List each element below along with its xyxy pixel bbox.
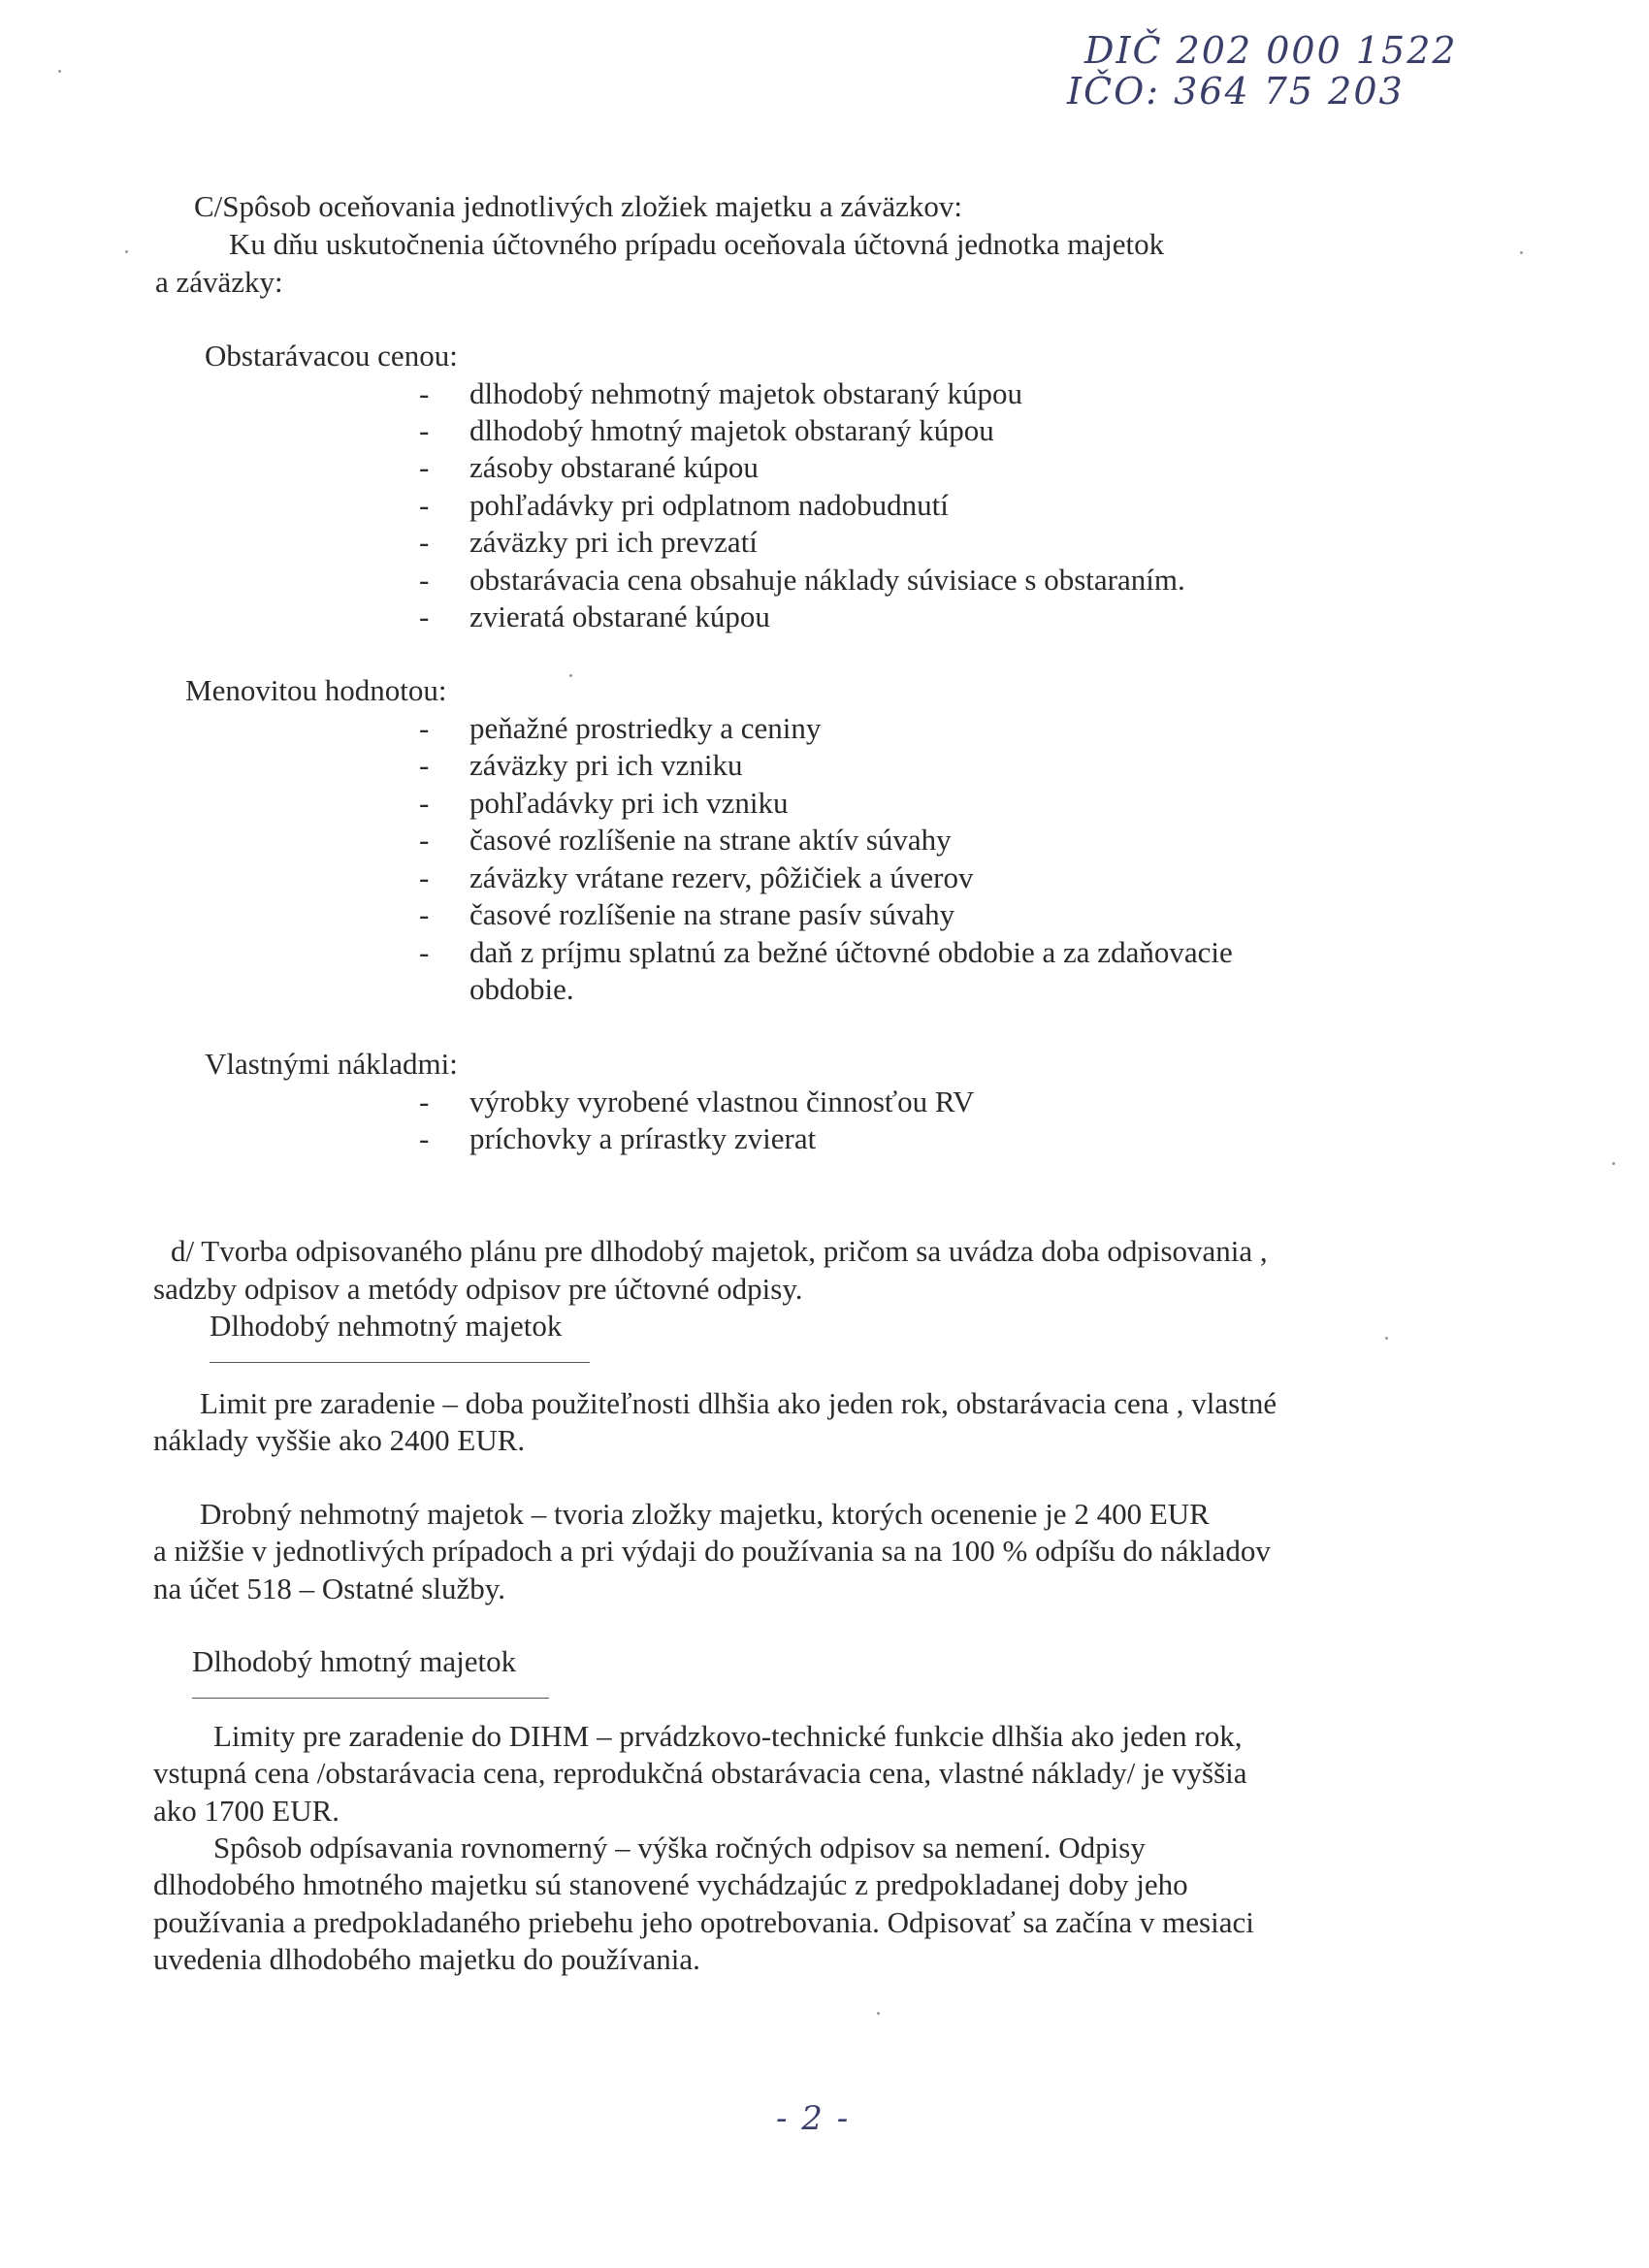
list-item: zvieratá obstarané kúpou [469, 599, 770, 633]
list-item-continuation: obdobie. [469, 972, 574, 1006]
scan-speck [58, 70, 61, 73]
list-bullet: - [419, 450, 430, 484]
drobny-line3: na účet 518 – Ostatné služby. [153, 1571, 506, 1605]
scan-speck [1520, 251, 1523, 254]
page-number: - 2 - [776, 2099, 851, 2138]
nehmotny-title: Dlhodobý nehmotný majetok [210, 1309, 563, 1343]
list-item: pohľadávky pri odplatnom nadobudnutí [469, 488, 949, 522]
handwritten-ico: IČO: 364 75 203 [1067, 70, 1405, 113]
list-item: obstarávacia cena obsahuje náklady súvisiace s obstaraním. [469, 563, 1185, 597]
list-item: zásoby obstarané kúpou [469, 450, 759, 484]
hmotny-limit-line1: Limity pre zaradenie do DIHM – prvádzkovo-technické funkcie dlhšia ako jeden rok, [213, 1719, 1243, 1753]
list-bullet: - [419, 488, 430, 522]
list-item: záväzky vrátane rezerv, pôžičiek a úverov [469, 860, 974, 894]
section-c-heading: C/Spôsob oceňovania jednotlivých zložiek majetku a záväzkov: [194, 189, 962, 223]
list-bullet: - [419, 413, 430, 447]
list-bullet: - [419, 748, 430, 782]
list-bullet: - [419, 1121, 430, 1155]
list-bullet: - [419, 1085, 430, 1118]
menovitou-label: Menovitou hodnotou: [185, 673, 447, 707]
obstaravacou-label: Obstarávacou cenou: [205, 339, 458, 373]
list-item: výrobky vyrobené vlastnou činnosťou RV [469, 1085, 975, 1118]
list-item: príchovky a prírastky zvierat [469, 1121, 817, 1155]
scan-speck [1385, 1337, 1388, 1340]
vlastnymi-label: Vlastnými nákladmi: [205, 1047, 458, 1081]
list-item: peňažné prostriedky a ceniny [469, 711, 822, 745]
list-item: dlhodobý nehmotný majetok obstaraný kúpou [469, 376, 1022, 410]
list-bullet: - [419, 563, 430, 597]
sposob-line1: Spôsob odpísavania rovnomerný – výška ročných odpisov sa nemení. Odpisy [213, 1831, 1146, 1864]
section-d-heading-line2: sadzby odpisov a metódy odpisov pre účtovné odpisy. [153, 1272, 803, 1306]
list-bullet: - [419, 786, 430, 820]
nehmotny-limit-line1: Limit pre zaradenie – doba použiteľnosti dlhšia ako jeden rok, obstarávacia cena , vlastné [200, 1386, 1277, 1420]
list-bullet: - [419, 897, 430, 931]
list-bullet: - [419, 860, 430, 894]
section-c-intro-line1: Ku dňu uskutočnenia účtovného prípadu oceňovala účtovná jednotka majetok [229, 227, 1165, 261]
nehmotny-limit-line2: náklady vyššie ako 2400 EUR. [153, 1423, 526, 1457]
scan-speck [877, 2012, 880, 2015]
scan-speck [569, 674, 572, 677]
sposob-line4: uvedenia dlhodobého majetku do používania. [153, 1942, 700, 1976]
list-bullet: - [419, 599, 430, 633]
list-bullet: - [419, 711, 430, 745]
list-item: časové rozlíšenie na strane aktív súvahy [469, 823, 952, 857]
hmotny-limit-line3: ako 1700 EUR. [153, 1794, 340, 1828]
hmotny-title-underline [192, 1698, 549, 1699]
hmotny-limit-line2: vstupná cena /obstarávacia cena, reprodukčná obstarávacia cena, vlastné náklady/ je vyššia [153, 1756, 1247, 1790]
list-item: dlhodobý hmotný majetok obstaraný kúpou [469, 413, 994, 447]
scan-speck [125, 250, 128, 253]
section-c-intro-line2: a záväzky: [155, 265, 283, 299]
list-item: pohľadávky pri ich vzniku [469, 786, 789, 820]
handwritten-dic: DIČ 202 000 1522 [1084, 29, 1458, 72]
drobny-line1: Drobný nehmotný majetok – tvoria zložky majetku, ktorých ocenenie je 2 400 EUR [200, 1497, 1210, 1531]
list-item: časové rozlíšenie na strane pasív súvahy [469, 897, 955, 931]
list-item: záväzky pri ich prevzatí [469, 525, 758, 559]
list-bullet: - [419, 935, 430, 969]
list-item: daň z príjmu splatnú za bežné účtovné obdobie a za zdaňovacie [469, 935, 1233, 969]
list-bullet: - [419, 823, 430, 857]
list-item: záväzky pri ich vzniku [469, 748, 743, 782]
nehmotny-title-underline [210, 1362, 590, 1363]
sposob-line3: používania a predpokladaného priebehu jeho opotrebovania. Odpisovať sa začína v mesiaci [153, 1905, 1254, 1939]
drobny-line2: a nižšie v jednotlivých prípadoch a pri výdaji do používania sa na 100 % odpíšu do nákladov [153, 1534, 1271, 1568]
section-d-heading-line1: d/ Tvorba odpisovaného plánu pre dlhodobý majetok, pričom sa uvádza doba odpisovania , [171, 1234, 1268, 1268]
list-bullet: - [419, 376, 430, 410]
scan-speck [1612, 1162, 1615, 1165]
sposob-line2: dlhodobého hmotného majetku sú stanovené vychádzajúc z predpokladanej doby jeho [153, 1867, 1188, 1901]
hmotny-title: Dlhodobý hmotný majetok [192, 1644, 517, 1678]
list-bullet: - [419, 525, 430, 559]
